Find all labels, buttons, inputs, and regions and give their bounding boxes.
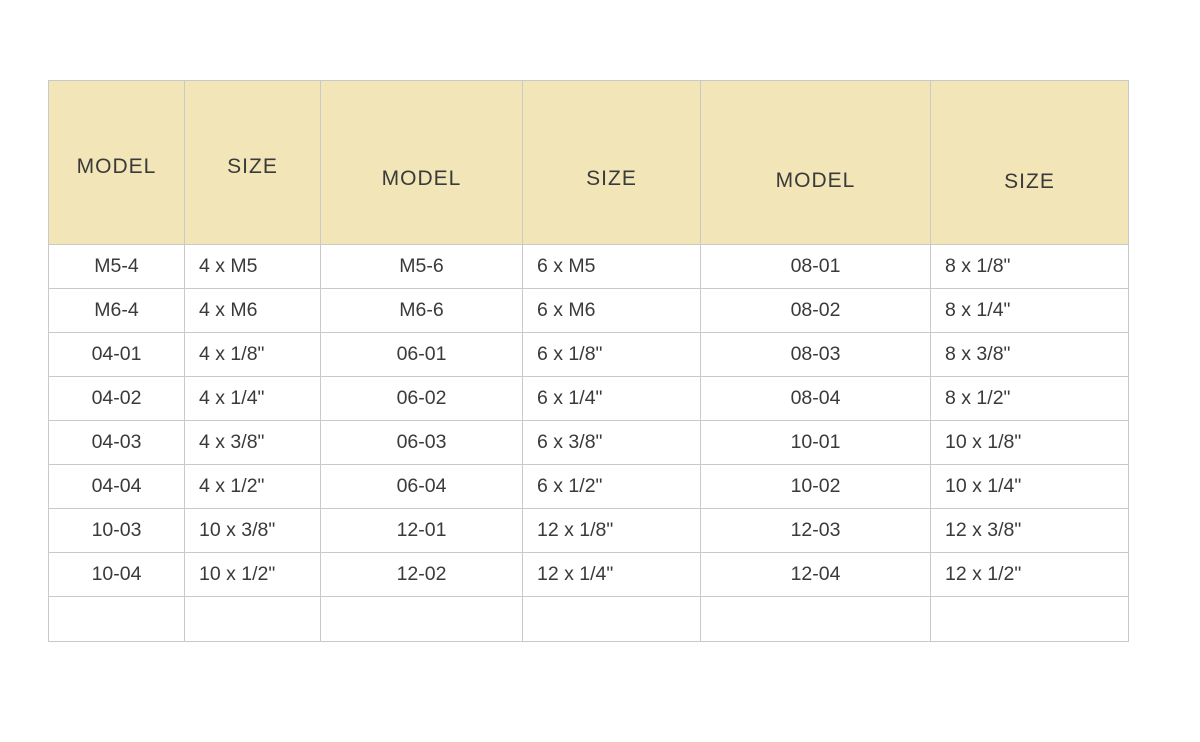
cell-model: 10-04 — [49, 553, 185, 597]
cell-model: M6-4 — [49, 289, 185, 333]
cell-model: 08-04 — [701, 377, 931, 421]
cell-size: 6 x M5 — [523, 245, 701, 289]
cell-model: 04-02 — [49, 377, 185, 421]
cell-size: 12 x 1/2" — [931, 553, 1129, 597]
table-row — [49, 333, 1129, 377]
table-row — [49, 289, 1129, 333]
cell-size: 8 x 1/4" — [931, 289, 1129, 333]
column-header-size-1: SIZE — [185, 81, 321, 245]
cell-size: 12 x 3/8" — [931, 509, 1129, 553]
table-row — [49, 377, 1129, 421]
cell-size — [523, 597, 701, 642]
cell-size: 10 x 1/4" — [931, 465, 1129, 509]
cell-model: 08-02 — [701, 289, 931, 333]
column-header-model-3: MODEL — [701, 81, 931, 245]
cell-size: 4 x 1/4" — [185, 377, 321, 421]
column-header-model-2: MODEL — [321, 81, 523, 245]
table-row — [49, 553, 1129, 597]
cell-model — [321, 597, 523, 642]
cell-model: M5-6 — [321, 245, 523, 289]
cell-size: 6 x 1/2" — [523, 465, 701, 509]
cell-model: 06-04 — [321, 465, 523, 509]
cell-model: 04-03 — [49, 421, 185, 465]
table-row — [49, 509, 1129, 553]
cell-model: 06-01 — [321, 333, 523, 377]
cell-model: 10-01 — [701, 421, 931, 465]
cell-model — [49, 597, 185, 642]
cell-model: 06-03 — [321, 421, 523, 465]
cell-size: 4 x M6 — [185, 289, 321, 333]
table-body — [49, 245, 1129, 642]
cell-size: 6 x 3/8" — [523, 421, 701, 465]
cell-size: 10 x 3/8" — [185, 509, 321, 553]
cell-size: 10 x 1/8" — [931, 421, 1129, 465]
column-header-size-2: SIZE — [523, 81, 701, 245]
cell-model: 06-02 — [321, 377, 523, 421]
cell-model: 08-03 — [701, 333, 931, 377]
cell-size: 10 x 1/2" — [185, 553, 321, 597]
cell-size — [185, 597, 321, 642]
cell-model: 12-04 — [701, 553, 931, 597]
cell-size: 12 x 1/8" — [523, 509, 701, 553]
cell-size: 4 x 3/8" — [185, 421, 321, 465]
cell-size: 4 x M5 — [185, 245, 321, 289]
cell-model: 04-04 — [49, 465, 185, 509]
cell-model: 12-01 — [321, 509, 523, 553]
cell-model — [701, 597, 931, 642]
table-row — [49, 421, 1129, 465]
model-size-table — [48, 80, 1129, 642]
cell-size: 6 x M6 — [523, 289, 701, 333]
cell-size: 12 x 1/4" — [523, 553, 701, 597]
table-header — [49, 81, 1129, 245]
cell-size — [931, 597, 1129, 642]
cell-model: M5-4 — [49, 245, 185, 289]
cell-size: 6 x 1/8" — [523, 333, 701, 377]
table-row — [49, 465, 1129, 509]
cell-size: 8 x 3/8" — [931, 333, 1129, 377]
cell-size: 8 x 1/8" — [931, 245, 1129, 289]
cell-model: 10-02 — [701, 465, 931, 509]
cell-size: 4 x 1/8" — [185, 333, 321, 377]
cell-model: 10-03 — [49, 509, 185, 553]
cell-model: 12-03 — [701, 509, 931, 553]
column-header-size-3: SIZE — [931, 81, 1129, 245]
cell-model: 12-02 — [321, 553, 523, 597]
cell-size: 8 x 1/2" — [931, 377, 1129, 421]
table-row-empty — [49, 597, 1129, 642]
cell-size: 6 x 1/4" — [523, 377, 701, 421]
cell-model: M6-6 — [321, 289, 523, 333]
cell-model: 04-01 — [49, 333, 185, 377]
table-row — [49, 245, 1129, 289]
cell-model: 08-01 — [701, 245, 931, 289]
spec-table-container — [48, 80, 1128, 642]
cell-size: 4 x 1/2" — [185, 465, 321, 509]
table-header-row — [49, 81, 1129, 245]
column-header-model-1: MODEL — [49, 81, 185, 245]
